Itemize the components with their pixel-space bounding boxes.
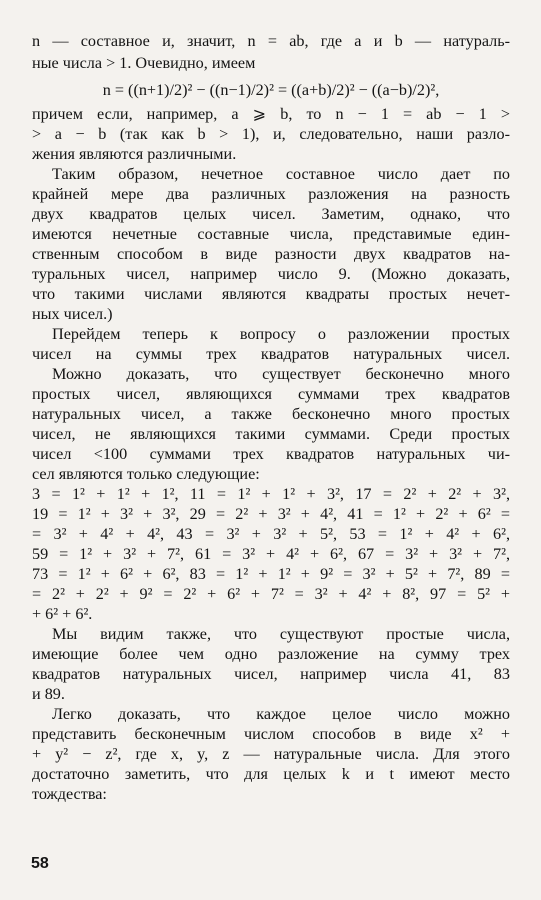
- equation-line: 73 = 1² + 6² + 6², 83 = 1² + 1² + 9² = 3² + 5² + 7², 89 =: [32, 565, 510, 583]
- text-line: и 89.: [32, 685, 65, 703]
- text-line: имеются нечетные составные числа, представимые един-: [32, 225, 510, 243]
- equation-line: 59 = 1² + 3² + 7², 61 = 3² + 4² + 6², 67 = 3² + 3² + 7²,: [32, 545, 510, 563]
- text-line: двух квадратов целых чисел. Заметим, однако, что: [32, 205, 510, 223]
- formula: n = ((n+1)/2)² − ((n−1)/2)² = ((a+b)/2)² − ((a−b)/2)²,: [102, 81, 440, 99]
- equation-line: 3 = 1² + 1² + 1², 11 = 1² + 1² + 3², 17 = 2² + 2² + 3²,: [32, 485, 510, 503]
- text-line: ных чисел.): [32, 305, 113, 323]
- equation-line: = 2² + 2² + 9² = 2² + 6² + 7² = 3² + 4² + 8², 97 = 5² +: [32, 585, 510, 603]
- text-line: квадратов натуральных чисел, например числа 41, 83: [32, 665, 510, 683]
- text-line: ственным способом в виде разности двух квадратов на-: [32, 245, 510, 263]
- text-line: тождества:: [32, 785, 107, 803]
- text-line: сел являются только следующие:: [32, 465, 260, 483]
- text-line: чисел <100 суммами трех квадратов натуральных чи-: [32, 445, 510, 463]
- paragraph-start: Таким образом, нечетное составное число дает по: [52, 165, 510, 183]
- text-line: + y² − z², где x, y, z — натуральные числа. Для этого: [32, 745, 510, 763]
- text-line: ные числа > 1. Очевидно, имеем: [32, 54, 256, 72]
- paragraph-start: Перейдем теперь к вопросу о разложении простых: [52, 325, 510, 343]
- text-line: чисел на суммы трех квадратов натуральных чисел.: [32, 345, 510, 363]
- equation-line: = 3² + 4² + 4², 43 = 3² + 3² + 5², 53 = 1² + 4² + 6²,: [32, 525, 510, 543]
- text-line: представить бесконечным числом способов в виде x² +: [32, 725, 510, 743]
- page-number: 58: [31, 855, 49, 872]
- text-line: туральных чисел, например число 9. (Можно доказать,: [32, 265, 510, 283]
- text-line: имеющие более чем одно разложение на сумму трех: [32, 645, 510, 663]
- paragraph-start: Мы видим также, что существуют простые числа,: [52, 625, 510, 643]
- equation-line: 19 = 1² + 3² + 3², 29 = 2² + 3² + 4², 41 = 1² + 2² + 6² =: [32, 505, 510, 523]
- text-line: простых чисел, являющихся суммами трех квадратов: [32, 385, 510, 403]
- text-line: что такими числами являются квадраты простых нечет-: [32, 285, 510, 303]
- paragraph-start: Легко доказать, что каждое целое число можно: [52, 705, 510, 723]
- text-line: > a − b (так как b > 1), и, следовательно, наши разло-: [32, 125, 510, 143]
- text-line: жения являются различными.: [32, 145, 237, 163]
- text-line: чисел, не являющихся такими суммами. Среди простых: [32, 425, 510, 443]
- text-line: n — составное и, значит, n = ab, где a и b — натураль-: [32, 32, 510, 50]
- paragraph-start: Можно доказать, что существует бесконечно много: [52, 365, 510, 383]
- equation-line: + 6² + 6².: [32, 605, 93, 623]
- text-line: натуральных чисел, а также бесконечно много простых: [32, 405, 510, 423]
- text-line: достаточно заметить, что для целых k и t имеют место: [32, 765, 510, 783]
- text-line: крайней мере два различных разложения на разность: [32, 185, 510, 203]
- text-line: причем если, например, a ⩾ b, то n − 1 = ab − 1 >: [32, 105, 510, 123]
